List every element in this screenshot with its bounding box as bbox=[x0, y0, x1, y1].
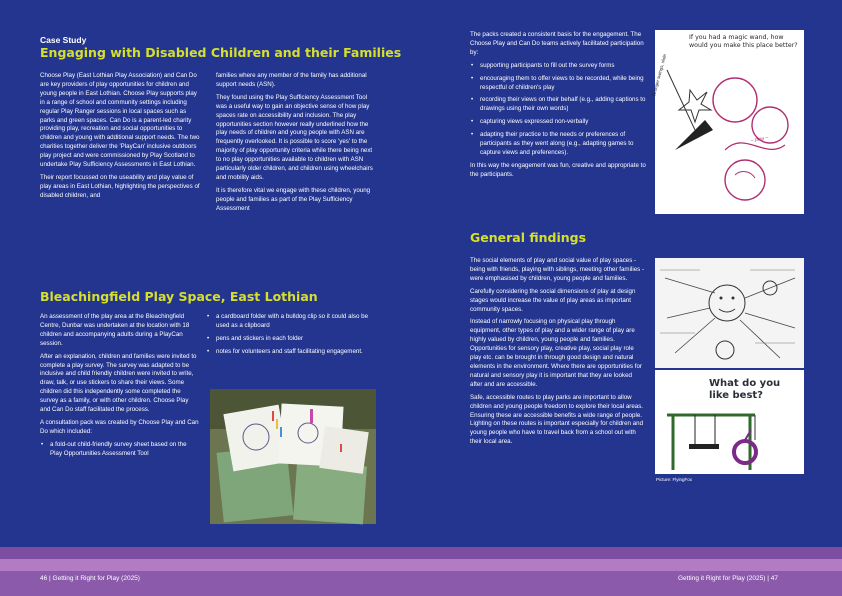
drawing-prompt: If you had a magic wand, how would you make this place better? bbox=[689, 34, 798, 49]
right-page-number: Getting it Right for Play (2025) | 47 bbox=[678, 575, 778, 582]
paragraph: A consultation pack was created by Choose Play and Can Do which included: bbox=[40, 418, 199, 435]
pack-list-continued bbox=[206, 313, 376, 357]
photo-caption: Picture: FlyingFox bbox=[656, 477, 693, 482]
footer-stripe-top bbox=[0, 547, 842, 559]
paragraph: In this way the engagement was fun, creative and appropriate to the participants. bbox=[470, 161, 646, 178]
paragraph: After an explanation, children and families were invited to complete a play survey. The survey was adapted to be inclusive and child friendly children were invited to write, draw, talk, or use stickers to share their views. Some children did this independently some completed the survey as a family, or with other children. Choose Play and Can Do staff facilitated the process. bbox=[40, 352, 197, 414]
findings-title: General findings bbox=[470, 230, 587, 245]
list-item: • a cardboard folder with a bulldog clip so it could also be used as a clipboard bbox=[206, 313, 376, 331]
paragraph: An assessment of the play area at the Bleachingfield Centre, Dunbar was undertaken at the location with 18 children and accompanying adults during a PlayCan session. bbox=[40, 313, 190, 347]
survey-packs-image bbox=[210, 389, 376, 524]
footer-band bbox=[0, 547, 842, 596]
drawing-side-note: Stronger swings, slide bbox=[651, 53, 668, 98]
paragraph: Safe, accessible routes to play parks are important to allow children and young people freedom to explore their local areas. Ensuring these are accessible benefits a wide range of people. Lighting on these routes is important especially for children and young people who have to travel back from a school out with their local area. bbox=[470, 393, 644, 446]
pack-list bbox=[40, 441, 200, 459]
list-item: • recording their views on their behalf (e.g., adding captions to drawings using their own words) bbox=[470, 96, 650, 114]
list-item: • capturing views expressed non-verbally bbox=[470, 118, 650, 127]
faces-drawing bbox=[655, 258, 804, 368]
left-column-2 bbox=[216, 72, 376, 218]
paragraph: Instead of narrowly focusing on physical play through equipment, other types of play and a wider range of play are highly valued by children, young people and families. Opportunities for sensory play, creative play, social play role play etc. can be brought in through good design and natural elements in the environment. Where there are opportunities for natural and sensory play it is important that they are looked after and are accessible. bbox=[470, 318, 642, 388]
magic-wand-drawing bbox=[651, 30, 804, 214]
facilitation-list bbox=[470, 62, 650, 158]
left-column-4 bbox=[206, 313, 376, 361]
list-item: • adapting their practice to the needs or preferences of participants as they went along (e.g., adapting games to capture views and preferences). bbox=[470, 131, 650, 158]
right-column-2 bbox=[470, 257, 646, 451]
paragraph: Carefully considering the social dimensions of play at design stages would increase the value of play areas as important community spaces. bbox=[470, 287, 636, 313]
list-item: • encouraging them to offer views to be recorded, while being respectful of children's play bbox=[470, 75, 650, 93]
list-item: • a fold-out child-friendly survey sheet based on the Play Opportunities Assessment Tool bbox=[40, 441, 200, 459]
faces-sketch bbox=[655, 258, 804, 368]
magic-wand-sketch bbox=[655, 30, 804, 214]
paragraph: They found using the Play Sufficiency Assessment Tool was a useful way to gain an objective sense of how play spaces rate on accessibility and inclusion. The play opportunities section however really underlined how the play needs of children and young people with ASN are frequently overlooked. It is possible to score 'yes' to the majority of play opportunity criteria while there being next to no play opportunities available to children with ASN particularly older children, and children using wheelchairs and mobility aids. bbox=[216, 93, 373, 181]
drawing-question: What do you like best? bbox=[709, 378, 781, 401]
svg-text:~ play ~: ~ play ~ bbox=[750, 134, 769, 144]
list-item: • supporting participants to fill out the survey forms bbox=[470, 62, 650, 71]
paragraph: Their report focussed on the useability and play value of play areas in East Lothian, highlighting the perspectives of disabled children, and bbox=[40, 173, 200, 199]
survey-packs-photo bbox=[210, 389, 376, 524]
paragraph: families where any member of the family has additional support needs (ASN). bbox=[216, 72, 367, 88]
list-item: • notes for volunteers and staff facilitating engagement. bbox=[206, 348, 376, 357]
right-column-1 bbox=[470, 31, 650, 184]
paragraph: The packs created a consistent basis for the engagement. The Choose Play and Can Do teams actively facilitated participation by: bbox=[470, 31, 644, 56]
left-column-3 bbox=[40, 313, 200, 463]
footer-stripe-middle bbox=[0, 559, 842, 571]
paragraph: It is therefore vital we engage with these children, young people and families as part of the Play Sufficiency Assessment bbox=[216, 186, 371, 212]
page-title: Engaging with Disabled Children and their Families bbox=[40, 45, 402, 60]
left-column-1 bbox=[40, 72, 200, 205]
like-best-drawing bbox=[655, 370, 804, 474]
paragraph: The social elements of play and social value of play spaces - being with friends, playing with siblings, meeting other families - were emphasised by children, young people and families. bbox=[470, 257, 645, 282]
left-page-number: 46 | Getting it Right for Play (2025) bbox=[40, 575, 140, 582]
section-title: Bleachingfield Play Space, East Lothian bbox=[40, 289, 318, 304]
case-study-kicker: Case Study bbox=[40, 35, 87, 45]
list-item: • pens and stickers in each folder bbox=[206, 335, 376, 344]
paragraph: Choose Play (East Lothian Play Association) and Can Do are key providers of play opportunities for children and young people in East Lothian. Choose Play supports play in a range of school and community settings including regular Play Ranger sessions in local spaces such as parks and green spaces. Can Do is a parent-led charity providing play, recreation and social opportunities to children and young with additional support needs. The two charities together deliver the 'PlayCan' inclusive outdoors play project and were commissioned by Play Scotland to undertake Play Sufficiency Assessments in East Lothian. bbox=[40, 72, 200, 169]
